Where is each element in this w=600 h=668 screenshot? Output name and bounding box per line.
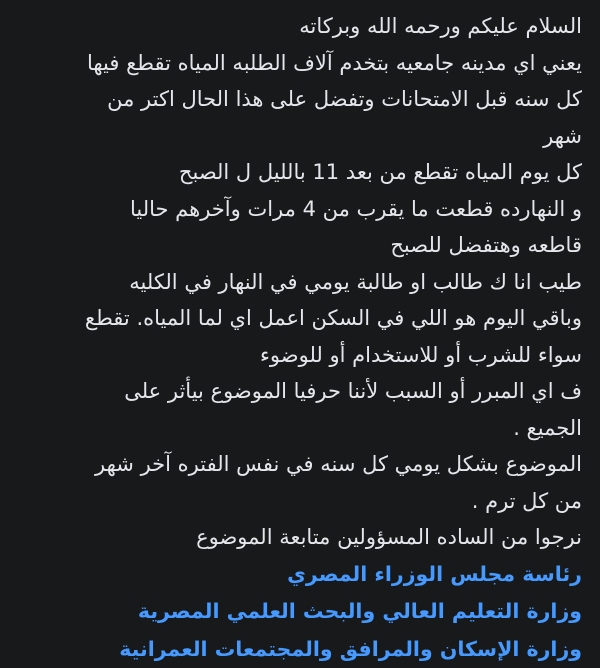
post-line: الجميع .: [12, 410, 582, 447]
post-line: طيب انا ك طالب او طالبة يومي في النهار في الكليه: [12, 264, 582, 301]
tag-link-cabinet[interactable]: رئاسة مجلس الوزراء المصري: [12, 556, 582, 594]
post-line: قاطعه وهتفضل للصبح: [12, 227, 582, 264]
post-line: الموضوع بشكل يومي كل سنه في نفس الفتره آخر شهر: [12, 446, 582, 483]
post-line: سواء للشرب أو للاستخدام أو للوضوء: [12, 337, 582, 374]
tag-link-higher-education[interactable]: وزارة التعليم العالي والبحث العلمي المصرية: [12, 593, 582, 631]
post-line-greeting: السلام عليكم ورحمه الله وبركاته: [12, 8, 582, 45]
post-line: كل سنه قبل الامتحانات وتفضل على هذا الحال اكتر من: [12, 81, 582, 118]
post-line: من كل ترم .: [12, 483, 582, 520]
post-line: وباقي اليوم هو اللي في السكن اعمل اي لما المياه. تقطع: [12, 300, 582, 337]
post-line: ف اي المبرر أو السبب لأننا حرفيا الموضوع بيأثر على: [12, 373, 582, 410]
post-line: يعني اي مدينه جامعيه بتخدم آلاف الطلبه المياه تقطع فيها: [12, 45, 582, 82]
post-line: و النهارده قطعت ما يقرب من 4 مرات وآخرهم حاليا: [12, 191, 582, 228]
tag-link-housing[interactable]: وزارة الإسكان والمرافق والمجتمعات العمرانية: [12, 631, 582, 668]
post-line: شهر: [12, 118, 582, 155]
post-line: كل يوم المياه تقطع من بعد 11 بالليل ل الصبح: [12, 154, 582, 191]
post-line: نرجوا من الساده المسؤولين متابعة الموضوع: [12, 519, 582, 556]
